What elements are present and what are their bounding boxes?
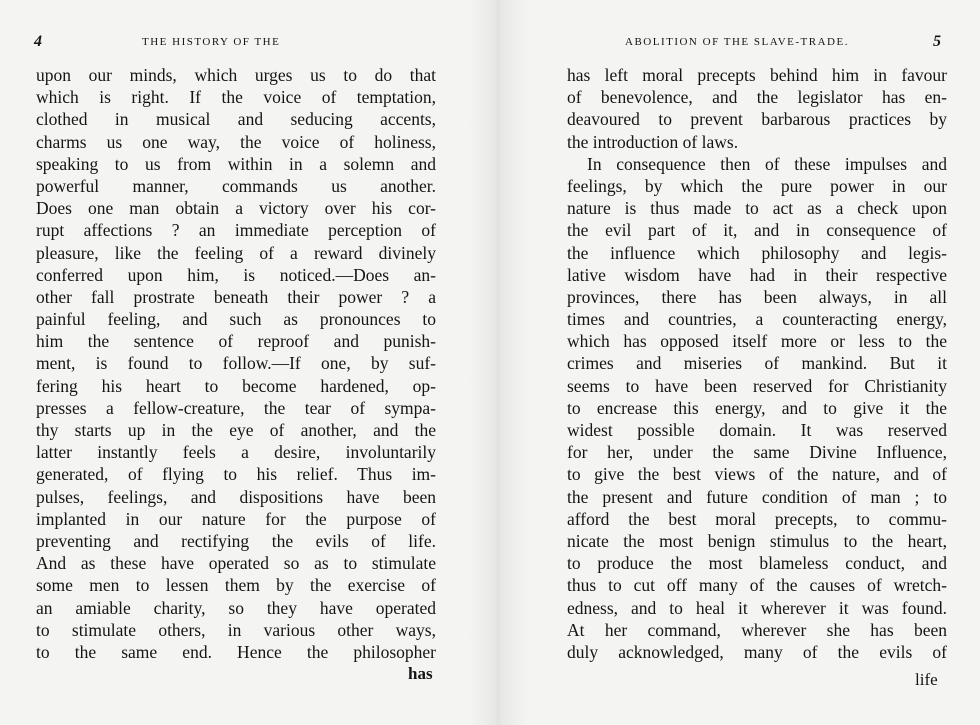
text-line: nicate the most benign stimulus to the heart,: [567, 530, 947, 551]
text-line: the present and future condition of man ; to: [567, 486, 947, 507]
text-line: other fall prostrate beneath their power ? a: [36, 286, 436, 307]
text-line: deavoured to prevent barbarous practices by: [567, 109, 947, 130]
right-page-number: 5: [933, 33, 941, 50]
text-line: rupt affections ? an immediate perception of: [36, 220, 436, 241]
text-line: times and countries, a counteracting energy,: [567, 309, 947, 330]
left-page: [0, 0, 480, 725]
text-line: the evil part of it, and in consequence of: [567, 220, 947, 241]
text-line: the influence which philosophy and legis-: [567, 242, 947, 263]
text-line: which is right. If the voice of temptation,: [36, 87, 436, 108]
text-line: him the sentence of reproof and punish-: [36, 331, 436, 352]
text-line: to give the best views of the nature, and of: [567, 464, 947, 485]
text-line: At her command, wherever she has been: [567, 619, 947, 640]
text-line: latter instantly feels a desire, involuntarily: [36, 442, 436, 463]
text-line: of benevolence, and the legislator has en-: [567, 87, 947, 108]
text-line: speaking to us from within in a solemn and: [36, 153, 436, 174]
text-line: conferred upon him, is noticed.—Does an-: [36, 264, 436, 285]
text-line: thus to cut off many of the causes of wretch-: [567, 575, 947, 596]
text-line: nature is thus made to act as a check upon: [567, 198, 947, 219]
text-line: crimes and miseries of mankind. But it: [567, 353, 947, 374]
text-line: clothed in musical and seducing accents,: [36, 109, 436, 130]
left-page-number: 4: [34, 33, 42, 50]
text-line: Does one man obtain a victory over his cor-: [36, 198, 436, 219]
right-page: [505, 0, 980, 725]
text-line: for her, under the same Divine Influence,: [567, 442, 947, 463]
text-line: ment, is found to follow.—If one, by suf-: [36, 353, 436, 374]
text-line: has left moral precepts behind him in favour: [567, 65, 947, 85]
text-line: the introduction of laws.: [567, 131, 739, 152]
text-line: powerful manner, commands us another.: [36, 175, 436, 196]
right-running-head: ABOLITION OF THE SLAVE-TRADE.: [625, 36, 849, 48]
text-line: to the same end. Hence the philosopher: [36, 641, 436, 662]
right-page-text: [567, 64, 947, 663]
text-line: And as these have operated so as to stimulate: [36, 553, 436, 574]
text-line: pulses, feelings, and dispositions have been: [36, 486, 436, 507]
text-line: afford the best moral precepts, to commu-: [567, 508, 947, 529]
text-line: which has opposed itself more or less to the: [567, 331, 947, 352]
text-line: upon our minds, which urges us to do that: [36, 65, 436, 85]
right-catchword: life: [915, 670, 938, 689]
text-line: fering his heart to become hardened, op-: [36, 375, 436, 396]
text-line: edness, and to heal it wherever it was found.: [567, 597, 947, 618]
text-line: preventing and rectifying the evils of life.: [36, 530, 436, 551]
text-line: painful feeling, and such as pronounces to: [36, 309, 436, 330]
text-line: widest possible domain. It was reserved: [567, 420, 947, 440]
text-line: presses a fellow-creature, the tear of sympa-: [36, 397, 436, 418]
left-catchword: has: [408, 664, 433, 683]
text-line: some men to lessen them by the exercise of: [36, 575, 436, 596]
text-line: seems to have been reserved for Christianity: [567, 375, 947, 396]
text-line: In consequence then of these impulses and: [587, 153, 947, 174]
text-line: lative wisdom have had in their respective: [567, 264, 947, 285]
left-page-text: [36, 64, 436, 663]
text-line: to produce the most blameless conduct, and: [567, 553, 947, 574]
text-line: generated, of flying to his relief. Thus im-: [36, 464, 436, 485]
left-running-head: THE HISTORY OF THE: [142, 36, 281, 48]
text-line: charms us one way, the voice of holiness,: [36, 131, 436, 152]
text-line: duly acknowledged, many of the evils of: [567, 641, 947, 662]
text-line: to encrease this energy, and to give it the: [567, 397, 947, 418]
text-line: implanted in our nature for the purpose of: [36, 508, 436, 529]
text-line: an amiable charity, so they have operated: [36, 597, 436, 618]
text-line: to stimulate others, in various other ways,: [36, 619, 436, 640]
text-line: thy starts up in the eye of another, and the: [36, 420, 436, 440]
text-line: feelings, by which the pure power in our: [567, 175, 947, 196]
text-line: pleasure, like the feeling of a reward divinely: [36, 242, 436, 263]
text-line: provinces, there has been always, in all: [567, 286, 947, 307]
